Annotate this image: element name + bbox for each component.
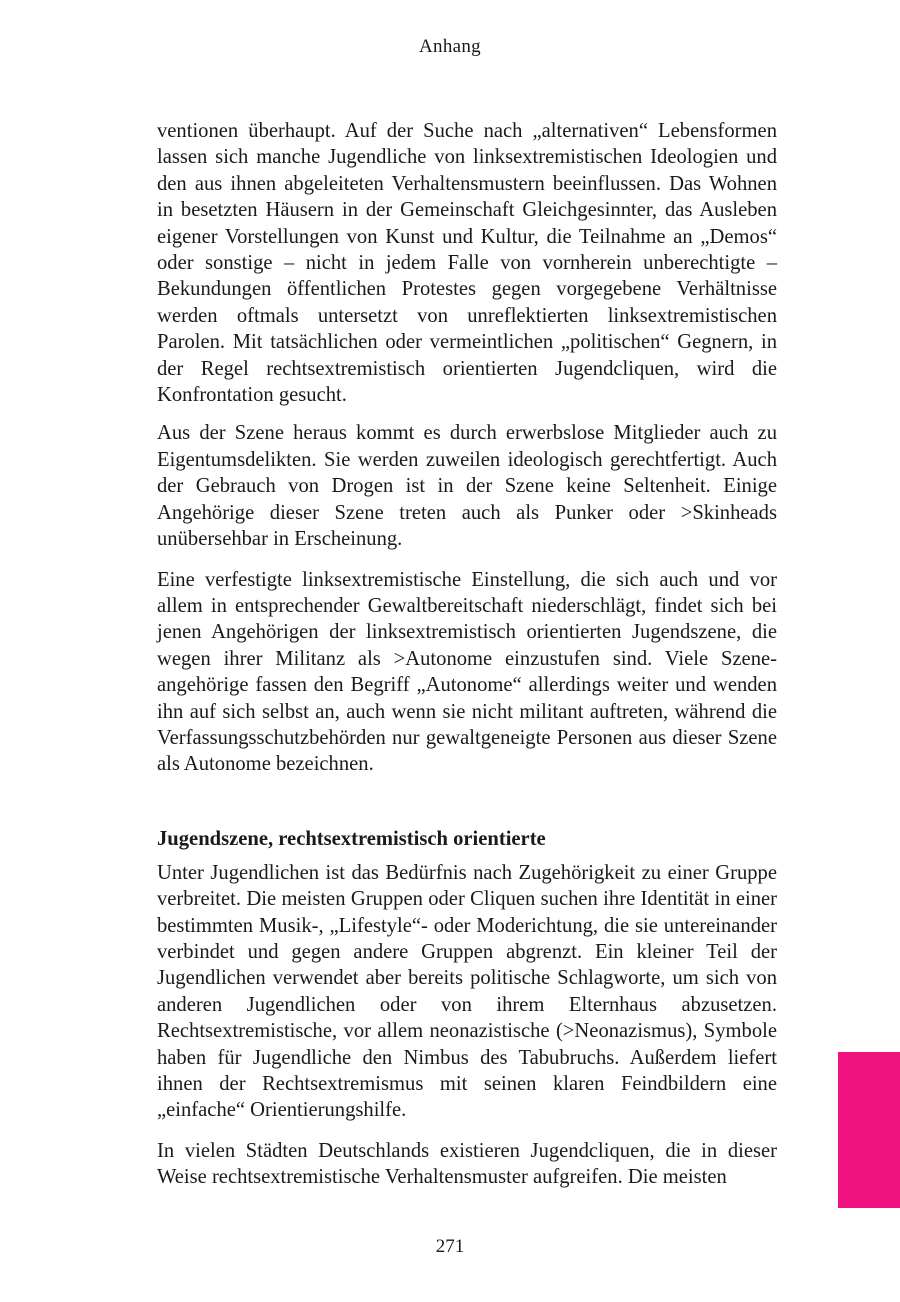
running-header: Anhang <box>419 36 481 57</box>
paragraph-intro-1: ventionen überhaupt. Auf der Suche nach „alternativen“ Lebensformen lassen sich manche Jugendliche von linksextremistischen Ideologien und den aus ihnen abgeleiteten Verhaltensmustern beeinflussen. Das Wohnen in besetzten Häusern in der Gemeinschaft Gleichgesinnter, das Ausleben eigener Vorstellungen von Kunst und Kultur, die Teilnahme an „Demos“ oder sonstige – nicht in jedem Falle von vornherein unberechtigte – Bekundungen öffentlichen Protestes gegen vorgegebene Verhältnisse werden oftmals untersetzt von unreflektierten linksextremistischen Parolen. Mit tatsächlichen oder vermeintlichen „politischen“ Gegnern, in der Regel rechtsextremistisch orientierten Jugendcliquen, wird die Konfrontation gesucht. <box>157 120 777 407</box>
section-heading: Jugendszene, rechtsextremistisch orientierte <box>157 827 546 850</box>
page-number: 271 <box>435 1236 465 1257</box>
paragraph-intro-2: Aus der Szene heraus kommt es durch erwerbslose Mitglieder auch zu Eigentumsdelikten. Sie werden zuweilen ideologisch gerechtfertigt. Auch der Gebrauch von Drogen ist in der Szene keine Seltenheit. Einige Angehörige dieser Szene treten auch als Punker oder >Skinheads unübersehbar in Erscheinung. <box>157 422 777 551</box>
page-body <box>157 118 777 1205</box>
thumb-index-tab <box>838 1052 900 1208</box>
paragraph-section-2: In vielen Städten Deutschlands existieren Jugendcliquen, die in dieser Weise rechtsextremistische Verhaltensmuster aufgreifen. Die meisten <box>157 1139 777 1189</box>
paragraph-intro-3: Eine verfestigte linksextremistische Einstellung, die sich auch und vor allem in entsprechender Gewaltbereitschaft niederschlägt, findet sich bei jenen Angehörigen der linksextremistisch orientierten Jugendszene, die wegen ihrer Militanz als >Autonome einzustufen sind. Viele Szeneangehörige fassen den Begriff „Autonome“ allerdings weiter und wenden ihn auf sich selbst an, auch wenn sie nicht militant auftreten, während die Verfassungsschutzbehörden nur gewaltgeneigte Personen aus dieser Szene als Autonome bezeichnen. <box>157 568 777 776</box>
paragraph-section-1: Unter Jugendlichen ist das Bedürfnis nach Zugehörigkeit zu einer Gruppe verbreitet. Die meisten Gruppen oder Cliquen suchen ihre Identität in einer bestimmten Musik-, „Lifestyle“- oder Moderichtung, die sie untereinander verbindet und gegen andere Gruppen abgrenzt. Ein kleiner Teil der Jugendlichen verwendet aber bereits politische Schlagworte, um sich von anderen Jugendlichen oder von ihrem Elternhaus abzusetzen. Rechtsextremistische, vor allem neonazistische (>Neonazismus), Symbole haben für Jugendliche den Nimbus des Tabubruchs. Außerdem liefert ihnen der Rechtsextremismus mit seinen klaren Feindbildern eine „einfache“ Orientierungshilfe. <box>157 861 777 1122</box>
